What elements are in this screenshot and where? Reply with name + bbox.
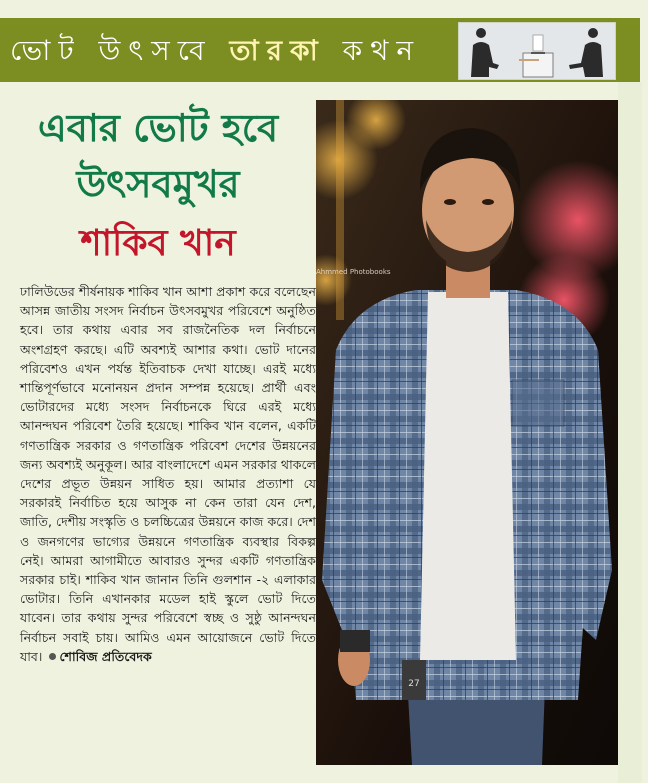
article-body xyxy=(20,282,316,666)
voting-illustration-svg xyxy=(459,23,615,79)
section-header-title xyxy=(10,22,421,80)
article-headline xyxy=(0,100,316,212)
voting-illustration xyxy=(458,22,616,80)
bullet-dot-icon xyxy=(49,653,56,660)
reporter-credit: শোবিজ প্রতিবেদক xyxy=(59,648,152,664)
article-body-text: ঢালিউডের শীর্ষনায়ক শাকিব খান আশা প্রকাশ করে বলেছেন আসন্ন জাতীয় সংসদ নির্বাচন উৎসবমুখর পরিবেশে অনুষ্ঠিত হবে। তার কথায় এবার সব রাজনৈতিক দল নির্বাচনে অংশগ্রহণ করছে। এটি অবশ্যই আশার কথা। ভোট দানের পরিবেশও এখন পর্যন্ত ইতিবাচক দেখা যাচ্ছে। এরই মধ্যে শান্তিপূর্ণভাবে মনোনয়ন প্রদান সম্পন্ন হয়েছে। প্রার্থী এবং ভোটারদের মধ্যে সংসদ নির্বাচনকে ঘিরে এরই মধ্যে আনন্দঘন পরিবেশ তৈরি হয়েছে। শাকিব খান বলেন, একটি গণতান্ত্রিক সরকার ও গণতান্ত্রিক পরিবেশ দেশের উন্নয়নের জন্য অবশ্যই অনুকূল। আর বাংলাদেশে এমন সরকার থাকলে দেশের প্রভূত উন্নয়ন সাধিত হয়। আমার প্রত্যাশা যে সরকারই নির্বাচিত হয়ে আসুক না কেন তারা যেন দেশ, জাতি, দেশীয় সংস্কৃতি ও চলচ্চিত্রের উন্নয়নে কাজ করে। দেশ ও জনগণের ভাগ্যের উন্নয়নে গণতান্ত্রিক ব্যবস্থার বিকল্প নেই। আমরা আগামীতে আবারও সুন্দর একটি গণতান্ত্রিক সরকার চাই। শাকিব খান জানান তিনি গুলশান -২ এলাকার ভোটার। তিনি এখানকার মডেল হাই স্কুলে ভোট দিতে যাবেন। তার কথায় সুন্দর পরিবেশে স্বচ্ছ ও সুষ্ঠু আনন্দঘন নির্বাচন সবাই চায়। আমিও এমন আয়োজনে ভোট দিতে যাব। xyxy=(20,284,316,664)
header-title-part1: ভোট উৎসবে xyxy=(10,34,230,67)
featured-person-name: শাকিব খান xyxy=(80,223,236,264)
right-margin-strip xyxy=(618,82,642,783)
photo-watermark: Ahmmed Photobooks xyxy=(316,268,391,276)
header-title-part3: কথন xyxy=(325,34,422,67)
headline-line-1: এবার ভোট হবে xyxy=(37,106,279,150)
header-title-accent: তারকা xyxy=(229,34,326,67)
celebrity-photo-svg xyxy=(316,100,618,765)
headline-line-2: উৎসবমুখর xyxy=(76,162,240,206)
watch-text: 27 xyxy=(408,679,420,689)
celebrity-photo xyxy=(316,100,618,765)
